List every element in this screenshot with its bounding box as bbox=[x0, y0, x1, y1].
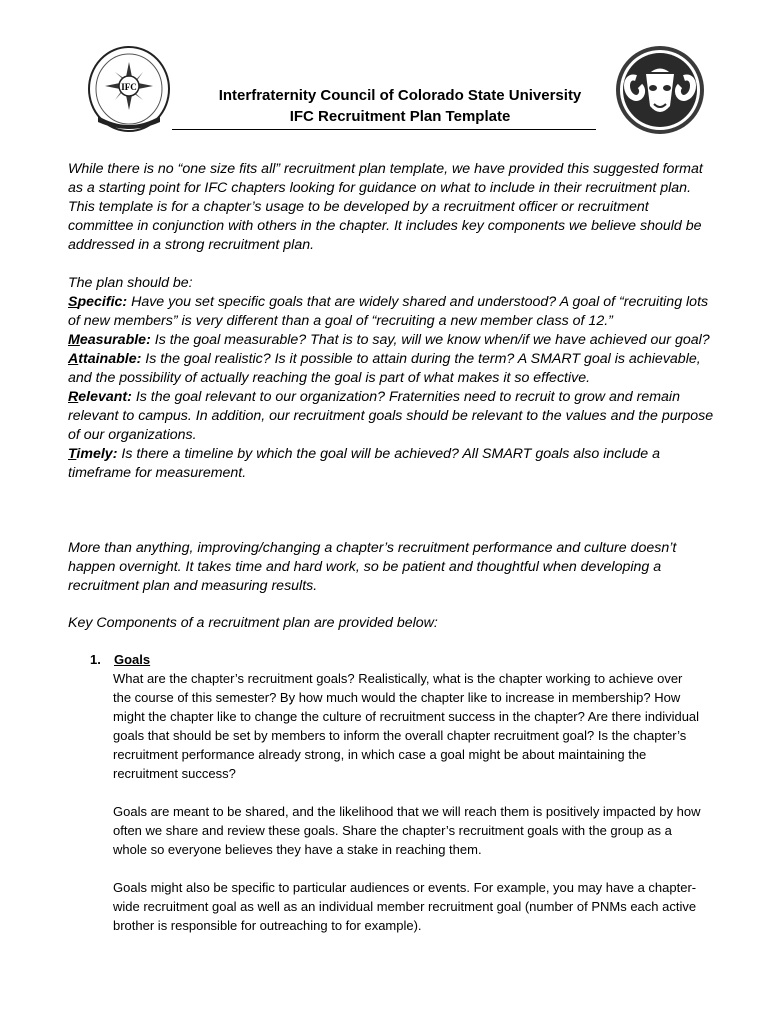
goals-paragraph: Goals might also be specific to particular audiences or events. For example, you may have a chapter-wide recruitment goal as well as an individual member recruitment goal (number of PNMs each active brother is responsible for outreaching to for example). bbox=[113, 880, 697, 933]
key-components-list bbox=[90, 650, 710, 954]
intro-paragraph bbox=[68, 160, 718, 255]
plan-item-attainable: Attainable: Is the goal realistic? Is it possible to attain during the term? A SMART goal is achievable, and the possibility of actually reaching the goal is part of what makes it so effective. bbox=[68, 351, 701, 386]
closing-text: More than anything, improving/changing a chapter’s recruitment performance and culture doesn’t happen overnight. It takes time and hard work, so be patient and thoughtful when developing a recruitment plan and measuring results. bbox=[68, 540, 677, 594]
closing-paragraph bbox=[68, 539, 718, 596]
plan-heading: The plan should be: bbox=[68, 275, 193, 291]
term-label: Relevant: bbox=[68, 389, 132, 405]
term-label: Attainable: bbox=[68, 351, 142, 367]
plan-item-measurable: Measurable: Is the goal measurable? That is to say, will we know when/if we have achieved our goal? bbox=[68, 332, 710, 348]
key-components-heading bbox=[68, 614, 718, 633]
intro-text: While there is no “one size fits all” recruitment plan template, we have provided this suggested format as a starting point for IFC chapters looking for guidance on what to include in their recruitment plan. This template is for a chapter’s usage to be developed by a recruitment officer or recruitment committee in conjunction with others in the chapter. It includes key components we believe should be addressed in a strong recruitment plan. bbox=[68, 161, 703, 253]
list-item-goals bbox=[90, 650, 710, 669]
goals-paragraph: What are the chapter’s recruitment goals? Realistically, what is the chapter working to achieve over the course of this semester? By how much would the chapter like to increase in membership? How might the chapter like to change the culture of recruitment success in the chapter? Are there individual goals that should be set by members to inform the overall chapter recruitment goal? Is the chapter’s recruitment performance already strong, in which case a goal might be about maintaining the recruitment success? bbox=[113, 671, 700, 781]
goals-paragraph: Goals are meant to be shared, and the likelihood that we will reach them is positively impacted by how often we share and review these goals. Share the chapter’s recruitment goals with the group as a whole so everyone believes they have a stake in reaching them. bbox=[113, 804, 701, 857]
plan-item-relevant: Relevant: Is the goal relevant to our organization? Fraternities need to recruit to grow and remain relevant to campus. In addition, our recruitment goals should be relevant to the values and the purpose of our organizations. bbox=[68, 389, 714, 443]
list-number: 1. bbox=[90, 652, 101, 667]
smart-plan-section bbox=[68, 274, 718, 483]
ifc-seal-text: IFC bbox=[121, 82, 137, 92]
csu-ram-logo bbox=[614, 44, 706, 136]
document-title bbox=[160, 85, 640, 127]
term-label: Specific: bbox=[68, 294, 128, 310]
plan-item-timely: Timely: Is there a timeline by which the goal will be achieved? All SMART goals also include a timeframe for measurement. bbox=[68, 446, 660, 481]
plan-item-specific: Specific: Have you set specific goals that are widely shared and understood? A goal of “recruiting lots of new members” is very different than a goal of “recruiting a new member class of 12.” bbox=[68, 294, 709, 329]
title-line-2: IFC Recruitment Plan Template bbox=[289, 108, 511, 125]
title-underline bbox=[172, 129, 596, 130]
term-label: Measurable: bbox=[68, 332, 151, 348]
key-components-text: Key Components of a recruitment plan are provided below: bbox=[68, 615, 438, 631]
title-line-1: Interfraternity Council of Colorado State University bbox=[218, 87, 582, 104]
term-label: Timely: bbox=[68, 446, 118, 462]
goals-body bbox=[113, 669, 703, 935]
list-title: Goals bbox=[114, 652, 151, 667]
